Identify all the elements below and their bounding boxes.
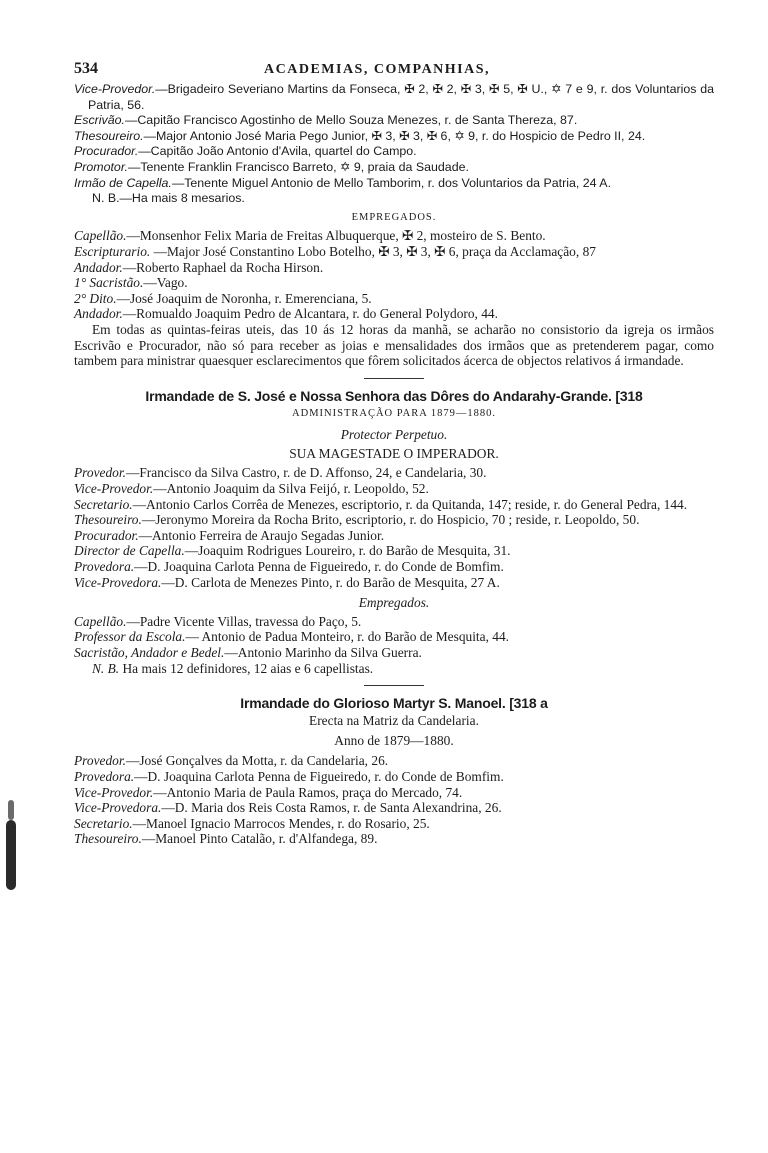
entry: Sacristão, Andador e Bedel.—Antonio Marinho da Silva Guerra.: [74, 645, 422, 660]
entry: Provedora.—D. Joaquina Carlota Penna de Figueiredo, r. do Conde de Bomfim.: [74, 559, 504, 575]
entry: Promotor.—Tenente Franklin Francisco Barreto, ✡ 9, praia da Saudade.: [74, 159, 469, 174]
section-3-title: Irmandade do Glorioso Martyr S. Manoel. [318 a: [240, 695, 548, 712]
nota-bene: N. B.—Ha mais 8 mesarios.: [92, 191, 245, 206]
section-3-lines: [74, 753, 714, 847]
entry: Irmão de Capella.—Tenente Miguel Antonio de Mello Tamborim, r. dos Voluntarios da Patria, 24 A.: [74, 175, 612, 190]
page-number: 534: [74, 60, 98, 77]
entry: Procurador.—Antonio Ferreira de Araujo Segadas Junior.: [74, 527, 385, 543]
entry: Vice-Provedor.—Antonio Joaquim da Silva Feijó, r. Leopoldo, 52.: [74, 481, 429, 497]
notice-paragraph: Em todas as quintas-feiras uteis, das 10 ás 12 horas da manhã, se acharão no consistorio da igreja os irmãos Escrivão e Procurador, não só para receber as joias e mensalidades dos irmãos que as pretenderem pagar, como tambem para ministrar quaesquer esclarecimentos que fôrem solicitados ácerca de objectos relativos á irmandade.: [74, 321, 714, 369]
empregados-heading-2: Empregados.: [358, 595, 430, 611]
entry: 2° Dito.—José Joaquim de Noronha, r. Emerenciana, 5.: [74, 290, 372, 306]
entry: Director de Capella.—Joaquim Rodrigues Loureiro, r. do Barão de Mesquita, 31.: [74, 543, 511, 559]
administracao-line: ADMINISTRAÇÃO PARA 1879—1880.: [292, 407, 496, 419]
entry: Thesoureiro.—Major Antonio José Maria Pego Junior, ✠ 3, ✠ 3, ✠ 6, ✡ 9, r. do Hospicio de Pedro II, 24.: [74, 128, 646, 143]
entry: Vice-Provedora.—D. Maria dos Reis Costa Ramos, r. de Santa Alexandrina, 26.: [74, 800, 502, 816]
entry: Vice-Provedor.—Antonio Maria de Paula Ramos, praça do Mercado, 74.: [74, 784, 463, 800]
section-3-subtitle: Erecta na Matriz da Candelaria.: [309, 713, 479, 729]
divider: [364, 378, 424, 379]
section-2-title: Irmandade de S. José e Nossa Senhora das Dôres do Andarahy-Grande. [318: [145, 387, 643, 404]
page: [74, 60, 714, 847]
entry: Capellão.—Monsenhor Felix Maria de Freitas Albuquerque, ✠ 2, mosteiro de S. Bento.: [74, 228, 546, 244]
section-1-empregados: [74, 228, 714, 368]
section-2-lines: [74, 465, 714, 590]
entry: Capellão.—Padre Vicente Villas, travessa do Paço, 5.: [74, 613, 362, 629]
entry: Secretario.—Antonio Carlos Corrêa de Menezes, escriptorio, r. da Quitanda, 147; reside, r. do General Pedra, 144.: [74, 496, 688, 512]
running-title: ACADEMIAS, COMPANHIAS,: [264, 62, 491, 77]
entry: Provedor.—José Gonçalves da Motta, r. da Candelaria, 26.: [74, 753, 389, 769]
entry: Escripturario. —Major José Constantino Lobo Botelho, ✠ 3, ✠ 3, ✠ 6, praça da Acclamação, 87: [74, 243, 596, 259]
page-edge-mark: [8, 800, 14, 820]
divider: [364, 685, 424, 686]
section-3-year: Anno de 1879—1880.: [334, 732, 454, 748]
entry: Provedor.—Francisco da Silva Castro, r. de D. Affonso, 24, e Candelaria, 30.: [74, 465, 487, 481]
entry: Andador.—Roberto Raphael da Rocha Hirson.: [74, 259, 324, 275]
entry: Provedora.—D. Joaquina Carlota Penna de Figueiredo, r. do Conde de Bomfim.: [74, 768, 504, 784]
nota-bene-2: N. B. Ha mais 12 definidores, 12 aias e 6 capellistas.: [92, 660, 374, 676]
section-2-empregados: [74, 614, 714, 676]
binding-stain: [6, 820, 16, 890]
protector-name: SUA MAGESTADE O IMPERADOR.: [289, 445, 499, 461]
protector-label: Protector Perpetuo.: [340, 427, 448, 443]
running-header: [74, 60, 714, 78]
entry: Vice-Provedora.—D. Carlota de Menezes Pinto, r. do Barão de Mesquita, 27 A.: [74, 574, 500, 590]
entry: 1° Sacristão.—Vago.: [74, 275, 188, 291]
entry: Professor da Escola.— Antonio de Padua Monteiro, r. do Barão de Mesquita, 44.: [74, 629, 510, 645]
entry: Thesoureiro.—Manoel Pinto Catalão, r. d'Alfandega, 89.: [74, 831, 378, 847]
entry: Procurador.—Capitão João Antonio d'Avila, quartel do Campo.: [74, 144, 417, 159]
entry: Thesoureiro.—Jeronymo Moreira da Rocha Brito, escriptorio, r. do Hospicio, 70 ; reside, r. Leopoldo, 50.: [74, 512, 640, 528]
entry: Vice-Provedor.—Brigadeiro Severiano Martins da Fonseca, ✠ 2, ✠ 2, ✠ 3, ✠ 5, ✠ U., ✡ 7 e 9, r. dos Voluntarios da Patria, 56.: [74, 82, 714, 112]
section-1: [74, 82, 714, 207]
empregados-heading: EMPREGADOS.: [351, 211, 437, 223]
entry: Andador.—Romualdo Joaquim Pedro de Alcantara, r. do General Polydoro, 44.: [74, 306, 498, 322]
entry: Escrivão.—Capitão Francisco Agostinho de Mello Souza Menezes, r. de Santa Thereza, 87.: [74, 113, 578, 128]
entry: Secretario.—Manoel Ignacio Marrocos Mendes, r. do Rosario, 25.: [74, 815, 430, 831]
